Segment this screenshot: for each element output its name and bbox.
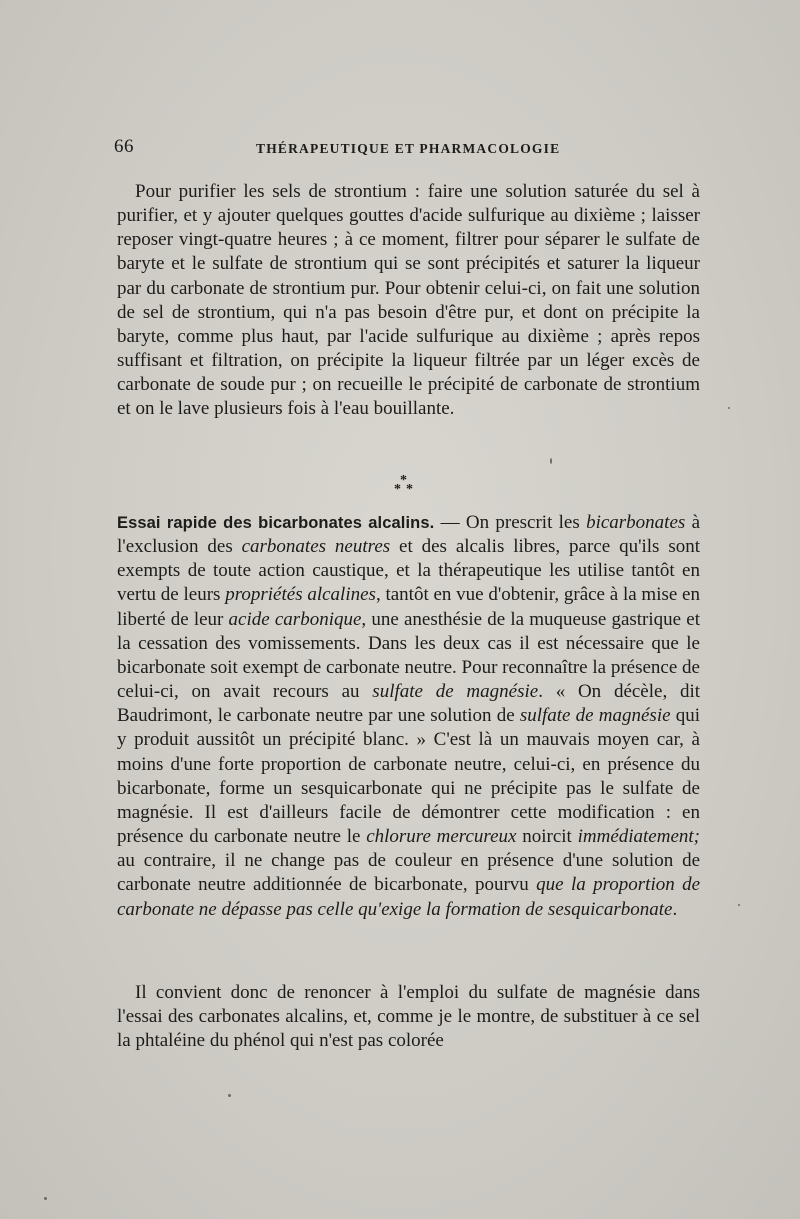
paragraph-text: Il convient donc de renoncer à l'emploi du sulfate de magnésie dans l'essai des carbonates alcalins, et, comme je le montre, de substituer à ce sel la phtaléine du phénol qui n'est pas colorée (117, 982, 700, 1052)
text-run: au contraire, il ne change pas de couleur en présence d'une solution de carbonate neutre additionnée de bicarbonate, pourvu (117, 850, 700, 896)
text-run: , une anesthésie de la muqueuse gastrique et la cessation des vomissements. Dans les deux cas il est nécessaire que le bicarbonate soit exempt de carbonate neutre. Pour reconnaître la présence de celui-ci, on avait recours au (117, 608, 700, 703)
section-paragraph (117, 511, 700, 922)
text-run: qui y produit aussitôt un précipité blanc. » C'est là un mauvais moyen car, à moins d'une forte proportion de carbonate neutre, celui-ci, en présence du bicarbonate, forme un sesquicarbonate qui ne précipite pas le sulfate de magnésie. Il est d'ailleurs facile de démontrer cette modification : en présence du carbonate neutre le (117, 705, 701, 848)
paragraph-text: Pour purifier les sels de strontium : faire une solution saturée du sel à purifier, et y ajouter quelques gouttes d'acide sulfurique au dixième ; laisser reposer vingt-quatre heures ; à ce moment, filtrer pour séparer le sulfate de baryte et le sulfate de strontium qui se sont précipités et saturer la liqueur par du carbonate de strontium pur. Pour obtenir celui-ci, on fait une solution de sel de strontium, qui n'a pas besoin d'être pur, et dont on précipite la baryte, comme plus haut, par l'acide sulfurique au dixième ; après repos suffisant et filtration, on précipite la liqueur filtrée par un léger excès de carbonate de soude pur ; on recueille le précipité de carbonate de strontium et on le lave plusieurs fois à l'eau bouillante. (117, 181, 700, 420)
italic-run: que la proportion de carbonate ne dépasse pas celle qu'exige la formation de sesquicarbonate (117, 874, 700, 920)
section-bicarbonates (117, 511, 700, 922)
paper-speck (228, 1094, 231, 1097)
paper-speck (728, 407, 730, 409)
page-number: 66 (114, 136, 134, 157)
italic-run: bicarbonates (586, 512, 686, 533)
text-run: , tantôt en vue d'obtenir, grâce à la mise en liberté de leur (117, 584, 700, 630)
paragraph-phtaleine (117, 981, 700, 1053)
running-head: THÉRAPEUTIQUE ET PHARMACOLOGIE (256, 141, 561, 156)
section-heading: Essai rapide des bicarbonates alcalins. (117, 514, 435, 532)
paragraph-strontium-purification (117, 180, 700, 422)
asterism-star: * (406, 482, 413, 497)
paper-speck (550, 458, 552, 464)
text-run: et des alcalis libres, parce qu'ils sont exempts de toute action caustique, et la thérapeutique les utilise tantôt en vertu de leurs (117, 536, 700, 606)
italic-run: chlorure mercureux (366, 826, 517, 848)
italic-run: sulfate de magnésie (372, 681, 539, 703)
text-run: . « On décèle, dit Baudrimont, le carbonate neutre par une solution de (117, 681, 701, 727)
text-run: . (672, 898, 678, 920)
italic-run: carbonates neutres (241, 536, 391, 558)
text-run: à l'exclusion des (117, 512, 701, 558)
paper-speck (738, 904, 740, 906)
italic-run: immédiatement; (577, 826, 700, 848)
text-run: noircit (516, 826, 578, 848)
text-run: — On prescrit les (434, 512, 587, 533)
asterism-star: * (400, 473, 407, 488)
italic-run: sulfate de magnésie (519, 705, 671, 727)
italic-run: acide carbonique (228, 608, 362, 630)
asterism-star: * (394, 482, 401, 497)
italic-run: propriétés alcalines (225, 584, 376, 606)
section-separator-asterism (392, 474, 416, 500)
paper-speck (44, 1197, 47, 1200)
